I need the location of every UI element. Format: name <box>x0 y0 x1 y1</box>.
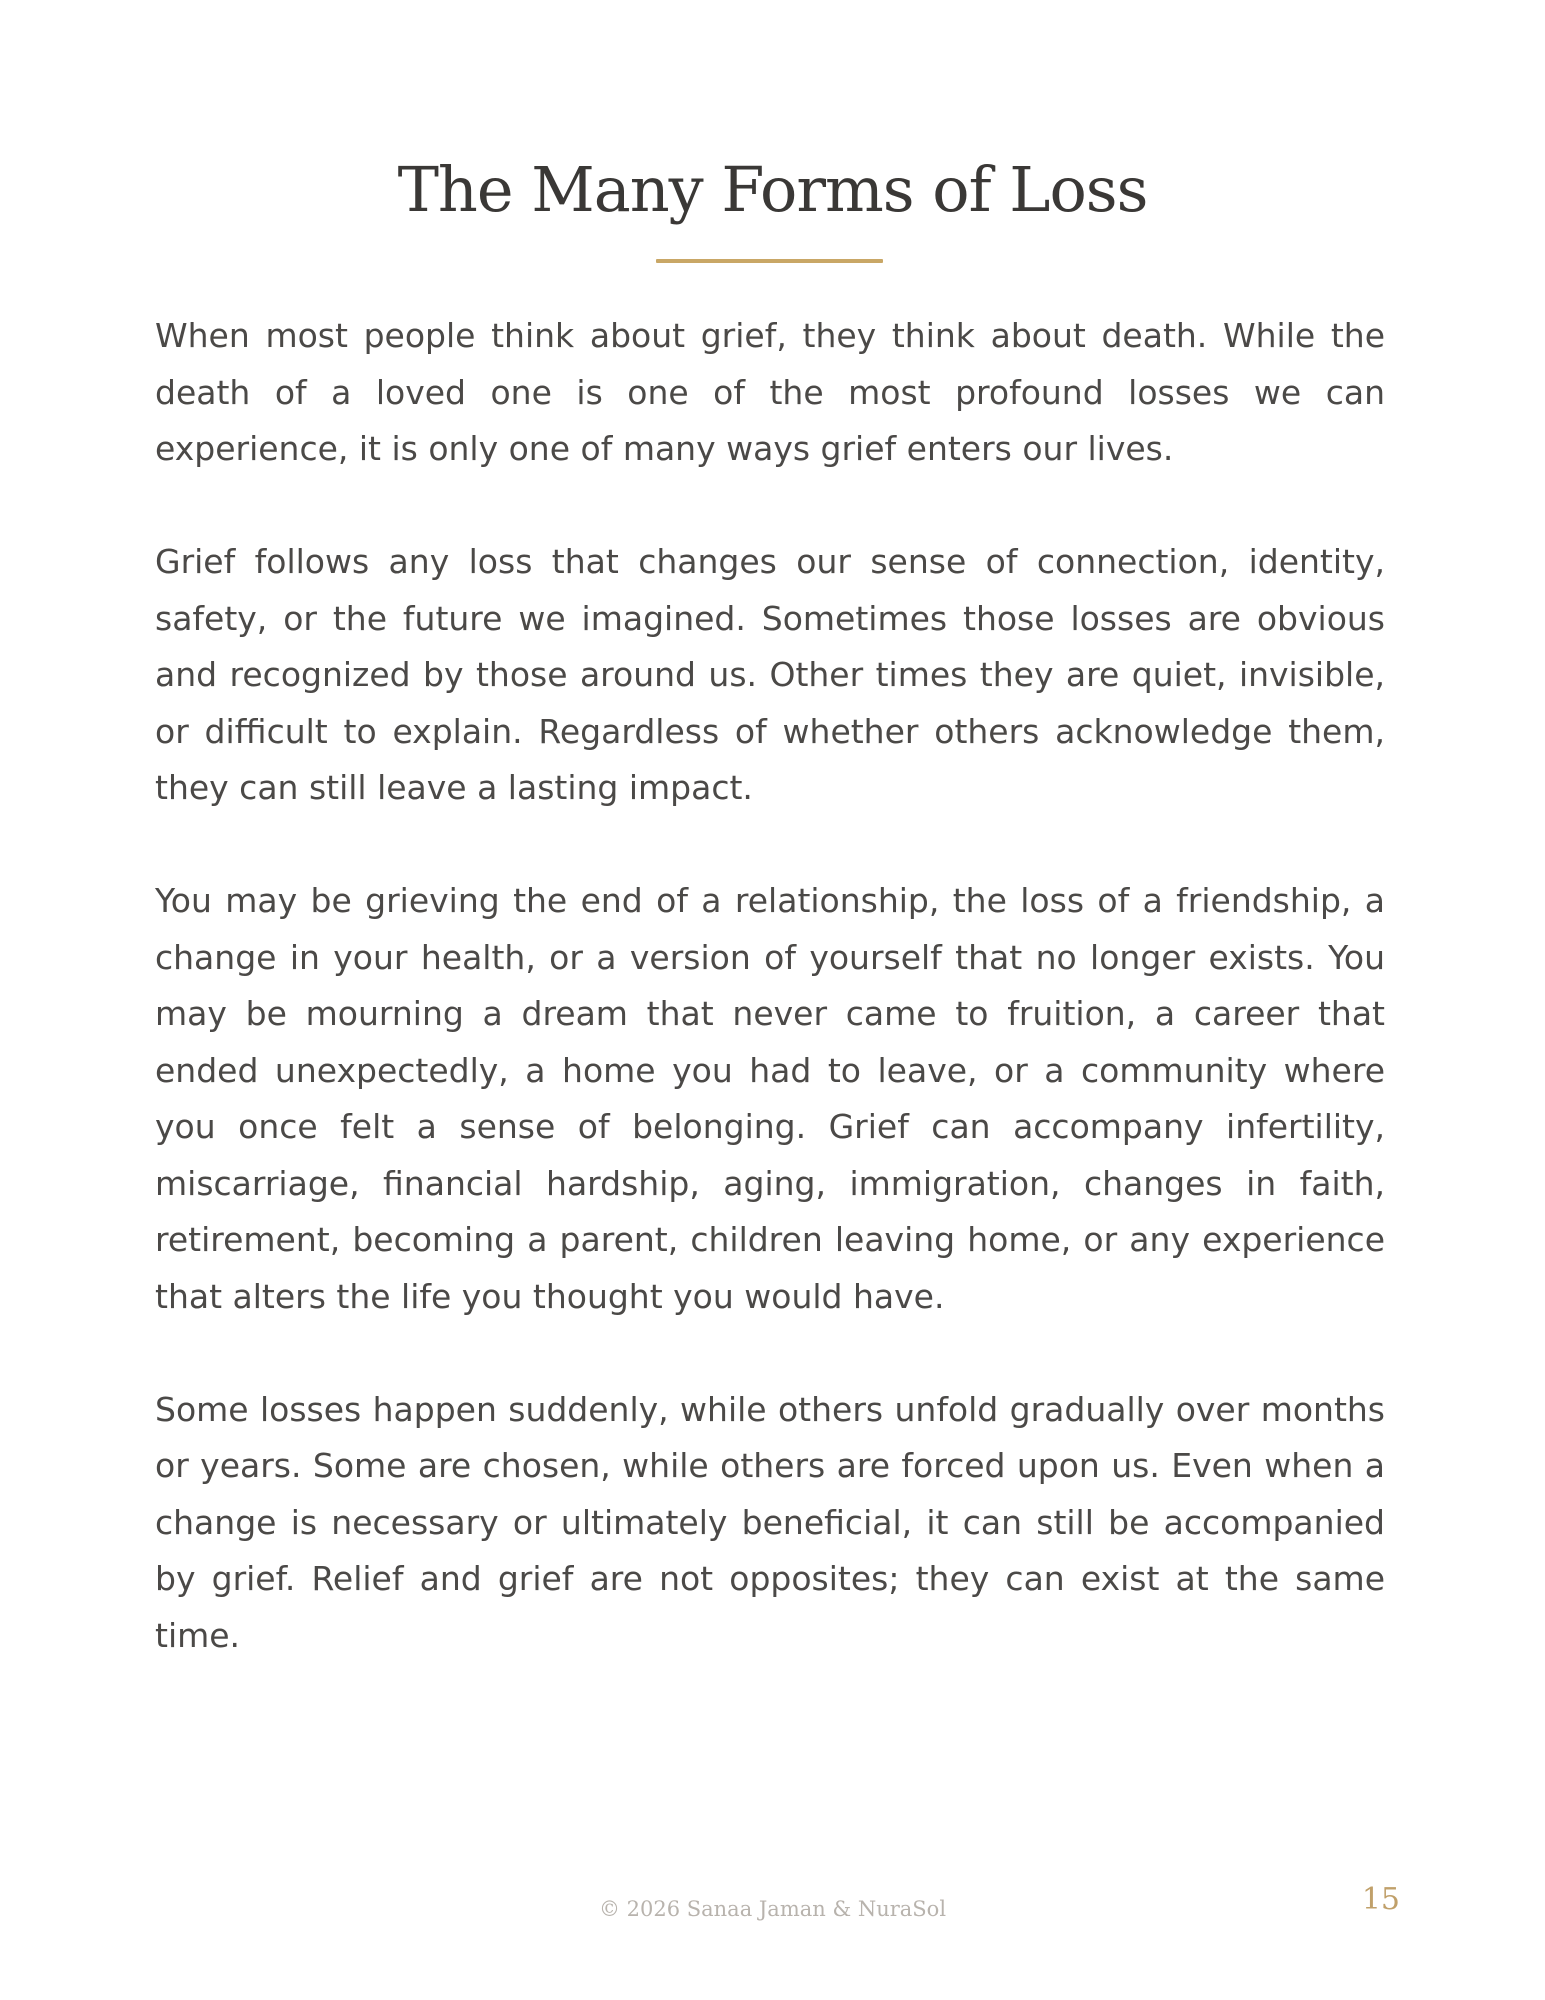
page-number: 15 <box>1361 1882 1400 1917</box>
paragraph-1: When most people think about grief, they think about death. While the death of a loved one is one of the most profound losses we can experience, it is only one of many ways grief enters our lives. <box>155 316 1385 468</box>
footer-copyright: © 2026 Sanaa Jaman & NuraSol <box>598 1897 947 1921</box>
title-divider <box>656 259 883 263</box>
paragraph-2: Grief follows any loss that changes our sense of connection, identity, safety, or the future we imagined. Sometimes those losses are obvious and recognized by those around us. Other times they are quiet, invisible, or difficult to explain. Regardless of whether others acknowledge them, they can still leave a lasting impact. <box>155 542 1385 807</box>
page-title: The Many Forms of Loss <box>397 153 1148 226</box>
paragraph-4: Some losses happen suddenly, while others unfold gradually over months or years. Some are chosen, while others are forced upon us. Even when a change is necessary or ultimately beneficial, it can still be accompanied by grief. Relief and grief are not opposites; they can exist at the same time. <box>155 1389 1385 1655</box>
body-text <box>155 308 1385 1664</box>
paragraph-3: You may be grieving the end of a relationship, the loss of a friendship, a change in your health, or a version of yourself that no longer exists. You may be mourning a dream that never came to fruition, a career that ended unexpectedly, a home you had to leave, or a community where you once felt a sense of belonging. Grief can accompany infertility, miscarriage, financial hardship, aging, immigration, changes in faith, retirement, becoming a parent, children leaving home, or any experience that alters the life you thought you would have. <box>155 881 1385 1316</box>
